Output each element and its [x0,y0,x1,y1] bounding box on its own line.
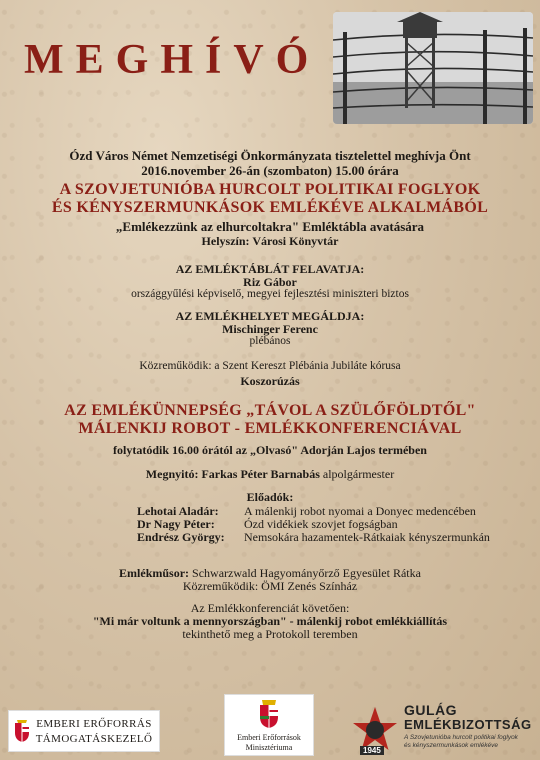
exhibit-line-3: tekinthető meg a Protokoll teremben [182,627,358,641]
bless-name: Mischinger Ferenc [222,322,318,336]
conference-continue: folytatódik 16.00 órától az „Olvasó" Adorján Lajos termében [113,443,427,457]
plaque-name: „Emlékezzünk az elhurcoltakra" Emléktábla avatására [115,219,425,234]
program-performer: Schwarzwald Hagyományőrző Egyesület Rátka [192,566,421,580]
logo2-line1: Emberi Erőforrások [237,733,301,742]
plaque-venue: Helyszín: Városi Könyvtár [201,234,339,248]
exhibit-line-1: Az Emlékkonferenciát követően: [190,601,350,615]
exhibit-line-2: "Mi már voltunk a mennyországban" - málenkij robot emlékkiállítás [92,614,448,628]
opener-line [0,467,540,482]
logo-emberi-eroforras-tamogataskezelo [8,710,160,752]
footer [0,690,540,760]
opener-role: alpolgármester [322,467,395,481]
bless-heading: AZ EMLÉKHELYET MEGÁLDJA: [175,309,365,323]
coat-of-arms-icon [13,719,31,743]
speaker-name: Dr Nagy Péter: [137,517,215,531]
logo3-sub2: és kényszermunkások emlékéve [404,742,498,749]
intro-line-2: 2016.november 26-án (szombaton) 15.00 órára [141,163,399,178]
speaker-topic: Ózd vidékiek szovjet fogságban [244,517,398,531]
opener-label: Megnyitó: [145,467,199,481]
speaker-name: Endrész György: [137,530,225,544]
headline-line-1: A SZOVJETUNIÓBA HURCOLT POLITIKAI FOGLYOK [59,181,481,198]
logo1-line1: EMBERI ERŐFORRÁS [36,718,152,730]
conference-line-2: MÁLENKIJ ROBOT - EMLÉKKONFERENCIÁVAL [78,420,462,437]
logo3-line2: EMLÉKBIZOTTSÁG [404,717,532,732]
conference-line-1: AZ EMLÉKÜNNEPSÉG „TÁVOL A SZÜLŐFÖLDTŐL" [64,402,476,419]
unveil-name: Riz Gábor [243,275,297,289]
unveil-heading: AZ EMLÉKTÁBLÁT FELAVATJA: [175,262,365,276]
logo1-line2: TÁMOGATÁSKEZELŐ [35,733,153,745]
speaker-name: Lehotai Aladár: [137,504,219,518]
bless-role: plébános [249,335,291,347]
program-collab: Közreműködik: ÖMI Zenés Színház [182,579,358,593]
intro-line-1: Ózd Város Német Nemzetiségi Önkormányzata tisztelettel meghívja Önt [69,148,471,163]
headline-line-2: ÉS KÉNYSZERMUNKÁSOK EMLÉKÉVE ALKALMÁBÓL [51,199,489,216]
opener-name: Farkas Péter Barnabás [201,467,320,481]
speaker-topic: A málenkij robot nyomai a Donyec medencében [244,504,476,518]
logo3-year: 1945 [360,746,384,755]
coat-of-arms-icon [257,699,281,729]
logo3-sub1: A Szovjetunióba hurcolt politikai foglyok [404,734,518,741]
page-title: MEGHÍVÓ [24,37,321,83]
program-label: Emlékműsor: [119,566,190,580]
choir-line: Közreműködik: a Szent Kereszt Plébánia Jubiláte kórusa [139,360,401,372]
unveil-role: országgyűlési képviselő, megyei fejlesztési miniszteri biztos [131,288,409,300]
logo3-line1: GULÁG [404,702,458,718]
speakers-heading: Előadók: [246,490,294,504]
watchtower-photo [333,12,533,124]
speaker-topic: Nemsokára hazamentek-Rátkaiak kényszermunkán [244,530,490,544]
wreath-line: Koszorúzás [240,374,300,388]
logo-emberi-eroforrasok-miniszteriuma [224,694,314,756]
logo2-line2: Minisztériuma [245,743,293,752]
